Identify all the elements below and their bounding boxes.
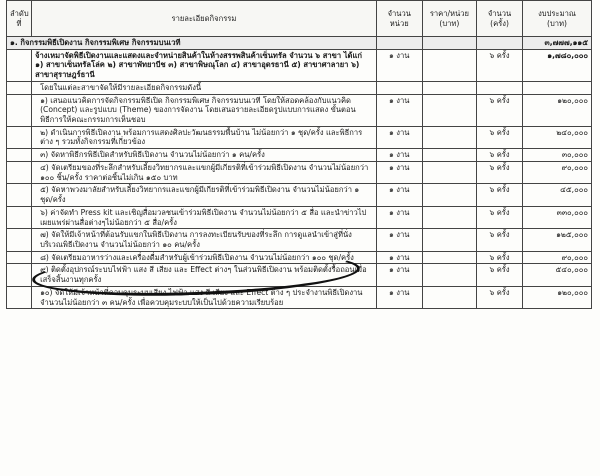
table-row <box>7 229 592 251</box>
intro-text: โดยในแต่ละสาขาจัดให้มีรายละเอียดกิจกรรมดังนี้ <box>32 81 377 94</box>
main-qty-unit: ๑ งาน <box>376 49 422 81</box>
table-row <box>7 286 592 308</box>
item-qty-unit: ๑ งาน <box>376 126 422 148</box>
item-budget: ๔๕,๐๐๐ <box>523 184 592 206</box>
item-qty-times: ๖ ครั้ง <box>477 206 523 228</box>
item-budget: ๙๐,๐๐๐ <box>523 251 592 264</box>
item-qty-unit: ๑ งาน <box>376 161 422 183</box>
item-budget: ๓๐,๐๐๐ <box>523 149 592 162</box>
item-qty-times: ๖ ครั้ง <box>477 251 523 264</box>
item-desc: ๑๐) จัดให้มีเจ้าหน้าที่ควบคุมระบบเสียง ไฟฟ้า แสง สี เสียง และ Effect ต่าง ๆ ประจำงานพิธีเปิดงาน จำนวนไม่น้อยกว่า ๓ คน/ครั้ง เพื่อควบคุมระบบให้เป็นไปด้วยความเรียบร้อย <box>32 286 377 308</box>
header-row <box>7 1 592 37</box>
item-qty-times: ๖ ครั้ง <box>477 264 523 286</box>
item-desc: ๙) ติดตั้งอุปกรณ์ระบบไฟฟ้า แสง สี เสียง และ Effect ต่างๆ ในส่วนพิธีเปิดงาน พร้อมติดตั้งรื้อถอนเมื่อเสร็จสิ้นงานทุกครั้ง <box>32 264 377 286</box>
item-qty-unit: ๑ งาน <box>376 229 422 251</box>
item-budget: ๑๒๐,๐๐๐ <box>523 94 592 126</box>
item-budget: ๕๔๐,๐๐๐ <box>523 264 592 286</box>
item-desc: ๑) เสนอแนวคิดการจัดกิจกรรมพิธีเปิด กิจกรรมพิเศษ กิจกรรมบนเวที โดยให้สอดคล้องกับแนวคิด (Concept) และรูปแบบ (Theme) ของการจัดงาน โดยเสนอรายละเอียดรูปแบบการแสดง ขั้นตอนพิธีการให้คณะกรรมการเห็นชอบ <box>32 94 377 126</box>
table-row <box>7 264 592 286</box>
budget-table <box>6 0 592 309</box>
header-qty-unit: จำนวน หน่วย <box>376 1 422 37</box>
table-row <box>7 251 592 264</box>
main-budget: ๑,๗๘๐,๐๐๐ <box>523 49 592 81</box>
main-desc: จ้างเหมาจัดพิธีเปิดงานและแสดงและจำหน่ายสินค้าในห้างสรรพสินค้าเซ็นทรัล จำนวน ๖ สาขา ได้แก่ ๑) สาขาเซ็นทรัลโล่ค ๒) สาขาพัทยาบีช ๓) สาขาพิษณุโลก ๔) สาขาอุดรธานี ๕) สาขาศาลายา ๖) สาขาสุราษฎร์ธานี <box>32 49 377 81</box>
header-desc: รายละเอียดกิจกรรม <box>32 1 377 37</box>
item-desc: ๒) ดำเนินการพิธีเปิดงาน พร้อมการแสดงศิลปะวัฒนธรรมพื้นบ้าน ไม่น้อยกว่า ๑ ชุด/ครั้ง และพิธีการต่าง ๆ รวมทั้งกิจกรรมที่เกี่ยวข้อง <box>32 126 377 148</box>
table-row <box>7 94 592 126</box>
item-desc: ๓) จัดหาพิธีกรพิธีเปิดสำหรับพิธีเปิดงาน จำนวนไม่น้อยกว่า ๑ คน/ครั้ง <box>32 149 377 162</box>
item-desc: ๘) จัดเตรียมอาหารว่างและเครื่องดื่มสำหรับผู้เข้าร่วมพิธีเปิดงาน จำนวนไม่น้อยกว่า ๑๐๐ ชุด/ครั้ง <box>32 251 377 264</box>
section-budget: ๓,๗๗๗,๑๑๕ <box>523 37 592 50</box>
item-budget: ๒๔๐,๐๐๐ <box>523 126 592 148</box>
item-desc: ๗) จัดให้มีเจ้าหน้าที่ต้อนรับแขกในพิธีเปิดงาน การลงทะเบียนรับของที่ระลึก การดูแลนำเข้าสู่ที่นั่งบริเวณพิธีเปิดงาน จำนวนไม่น้อยกว่า ๑๐ คน/ครั้ง <box>32 229 377 251</box>
item-qty-unit: ๑ งาน <box>376 286 422 308</box>
section-row <box>7 37 592 50</box>
table-row <box>7 206 592 228</box>
item-budget: ๙๐,๐๐๐ <box>523 161 592 183</box>
item-qty-unit: ๑ งาน <box>376 264 422 286</box>
item-qty-times: ๖ ครั้ง <box>477 184 523 206</box>
item-budget: ๑๒๕,๐๐๐ <box>523 229 592 251</box>
item-qty-unit: ๑ งาน <box>376 251 422 264</box>
main-row <box>7 49 592 81</box>
item-desc: ๖) ค่าจัดทำ Press kit และเชิญสื่อมวลชนเข้าร่วมพิธีเปิดงาน จำนวนไม่น้อยกว่า ๕ สื่อ และนำข่าวไปเผยแพร่ผ่านสื่อต่างๆไม่น้อยกว่า ๕ สื่อ/ครั้ง <box>32 206 377 228</box>
intro-row <box>7 81 592 94</box>
item-budget: ๑๒๐,๐๐๐ <box>523 286 592 308</box>
table-row-highlighted <box>7 161 592 183</box>
item-budget: ๓๓๐,๐๐๐ <box>523 206 592 228</box>
item-qty-times: ๖ ครั้ง <box>477 94 523 126</box>
section-title: ๑. กิจกรรมพิธีเปิดงาน กิจกรรมพิเศษ กิจกรรมบนเวที <box>7 37 377 50</box>
header-qty-times: จำนวน (ครั้ง) <box>477 1 523 37</box>
item-qty-times: ๖ ครั้ง <box>477 149 523 162</box>
table-row <box>7 126 592 148</box>
item-qty-times: ๖ ครั้ง <box>477 161 523 183</box>
item-qty-unit: ๑ งาน <box>376 149 422 162</box>
item-desc: ๕) จัดหาพวงมาลัยสำหรับเลี้ยงวิทยากรและแขกผู้มีเกียรติที่เข้าร่วมพิธีเปิดงาน จำนวนไม่น้อยกว่า ๑ ชุด/ครั้ง <box>32 184 377 206</box>
table-row <box>7 149 592 162</box>
item-qty-times: ๖ ครั้ง <box>477 229 523 251</box>
header-price: ราคา/หน่วย (บาท) <box>422 1 476 37</box>
header-budget: งบประมาณ (บาท) <box>523 1 592 37</box>
item-qty-unit: ๑ งาน <box>376 94 422 126</box>
item-qty-unit: ๑ งาน <box>376 184 422 206</box>
item-desc: ๔) จัดเตรียมของที่ระลึกสำหรับเลี้ยงวิทยากรและแขกผู้มีเกียรติที่เข้าร่วมพิธีเปิดงาน จำนวนไม่น้อยกว่า ๑๐๐ ชิ้น/ครั้ง ราคาต่อชิ้นไม่เกิน ๑๕๐ บาท <box>32 161 377 183</box>
header-no: ลำดับที่ <box>7 1 32 37</box>
item-qty-times: ๖ ครั้ง <box>477 286 523 308</box>
main-qty-times: ๖ ครั้ง <box>477 49 523 81</box>
item-qty-unit: ๑ งาน <box>376 206 422 228</box>
table-row <box>7 184 592 206</box>
item-qty-times: ๖ ครั้ง <box>477 126 523 148</box>
